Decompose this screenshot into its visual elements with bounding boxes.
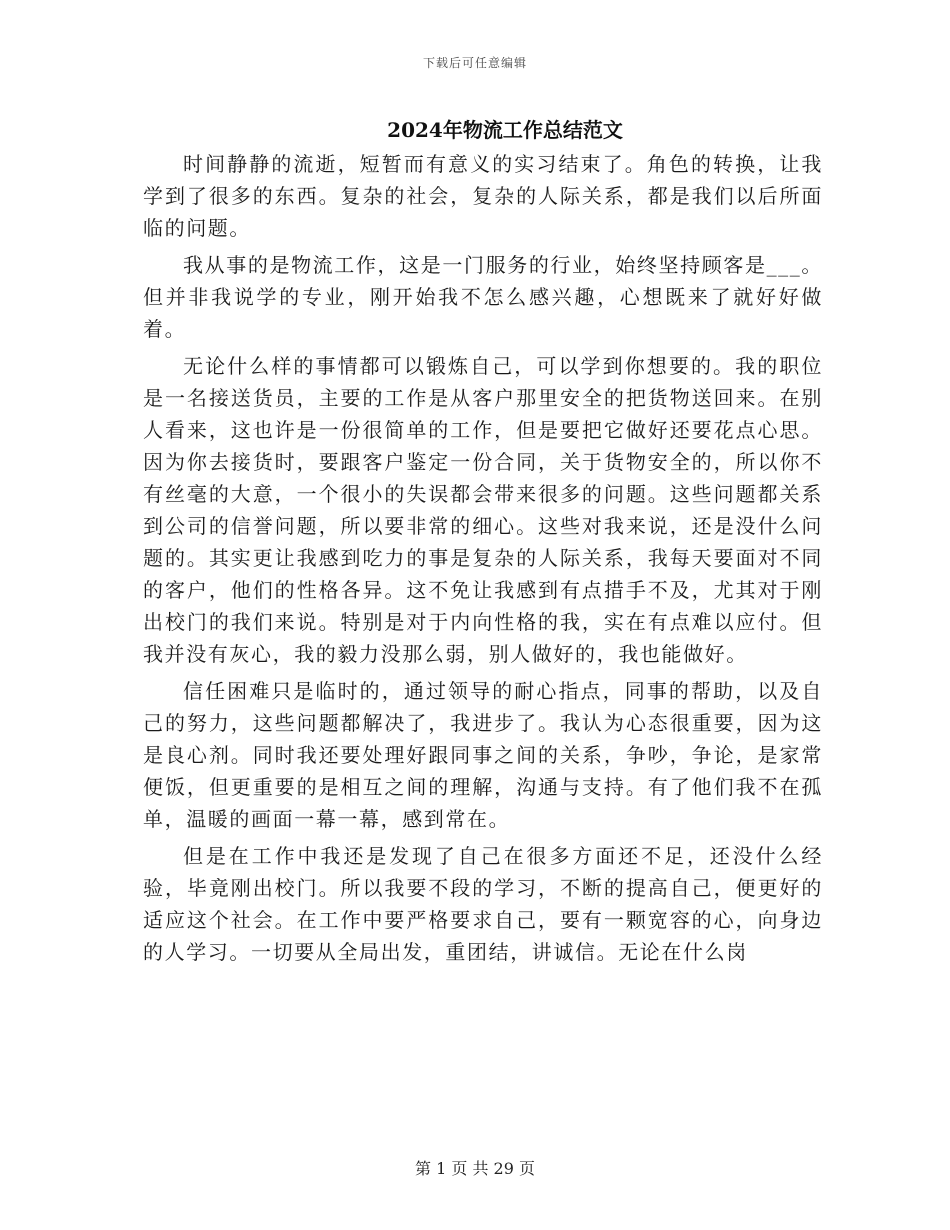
paragraph: 信任困难只是临时的，通过领导的耐心指点，同事的帮助，以及自己的努力，这些问题都解决了，我进步了。我认为心态很重要，因为这是良心剂。同时我还要处理好跟同事之间的关系，争吵，争论，是家常便饭，但更重要的是相互之间的理解，沟通与支持。有了他们我不在孤单，温暖的画面一幕一幕，感到常在。 xyxy=(143,679,823,831)
page-number: 第 1 页 共 29 页 xyxy=(415,1159,535,1178)
header-note: 下载后可任意编辑 xyxy=(422,56,527,70)
paragraph: 时间静静的流逝，短暂而有意义的实习结束了。角色的转换，让我学到了很多的东西。复杂的社会，复杂的人际关系，都是我们以后所面临的问题。 xyxy=(143,152,823,240)
paragraph: 无论什么样的事情都可以锻炼自己，可以学到你想要的。我的职位是一名接送货员，主要的工作是从客户那里安全的把货物送回来。在别人看来，这也许是一份很简单的工作，但是要把它做好还要花点心思。因为你去接货时，要跟客户鉴定一份合同，关于货物安全的，所以你不有丝毫的大意，一个很小的失误都会带来很多的问题。这些问题都关系到公司的信誉问题，所以要非常的细心。这些对我来说，还是没什么问题的。其实更让我感到吃力的事是复杂的人际关系，我每天要面对不同的客户，他们的性格各异。这不免让我感到有点措手不及，尤其对于刚出校门的我们来说。特别是对于内向性格的我，实在有点难以应付。但我并没有灰心，我的毅力没那么弱，别人做好的，我也能做好。 xyxy=(143,354,823,666)
document-body xyxy=(143,148,823,973)
paragraph: 但是在工作中我还是发现了自己在很多方面还不足，还没什么经验，毕竟刚出校门。所以我要不段的学习，不断的提高自己，便更好的适应这个社会。在工作中要严格要求自己，要有一颗宽容的心，向身边的人学习。一切要从全局出发，重团结，讲诚信。无论在什么岗 xyxy=(143,844,823,964)
paragraph: 我从事的是物流工作，这是一门服务的行业，始终坚持顾客是___。但并非我说学的专业，刚开始我不怎么感兴趣，心想既来了就好好做着。 xyxy=(143,253,823,341)
document-title: 2024年物流工作总结范文 xyxy=(387,118,623,142)
